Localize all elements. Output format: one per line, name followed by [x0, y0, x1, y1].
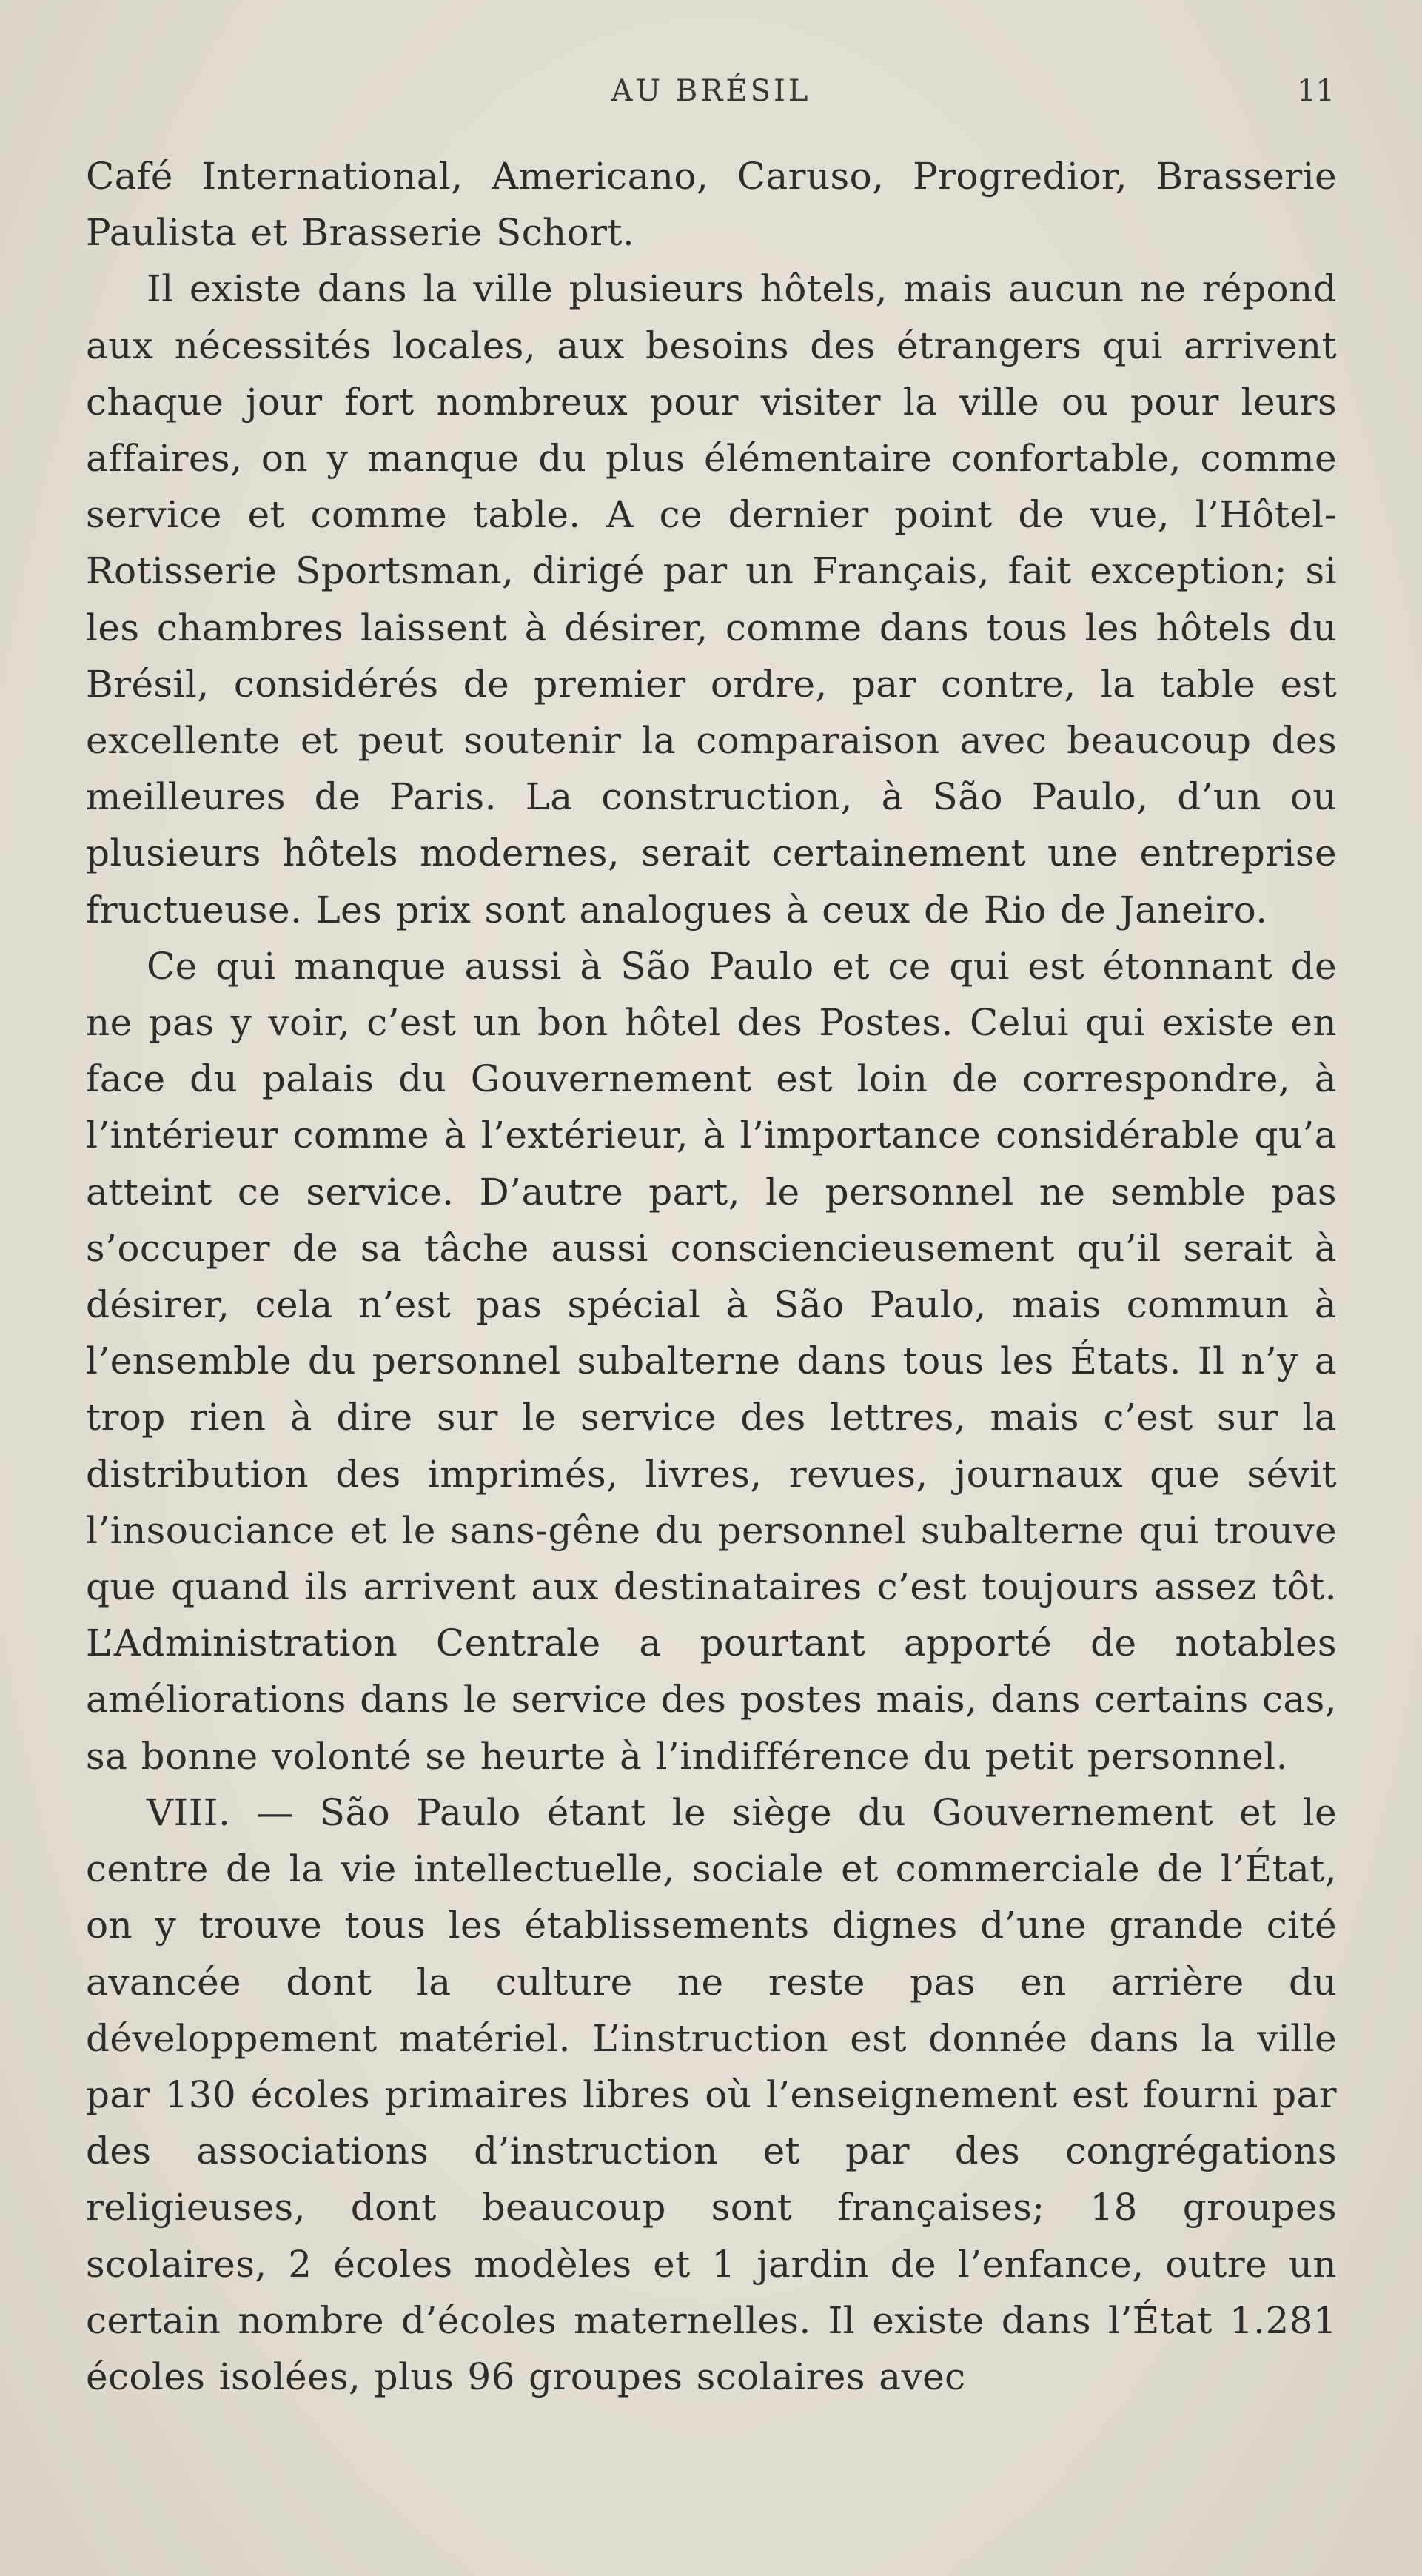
paragraph-post-office: Ce qui manque aussi à São Paulo et ce qui est étonnant de ne pas y voir, c’est un bon hôtel des Postes. Celui qui existe en face du palais du Gouvernement est loin de correspondre, à l’intérieur comme à l’extérieur, à l’importance considérable qu’a atteint ce service. D’autre part, le personnel ne semble pas s’occuper de sa tâche aussi consciencieusement qu’il serait à désirer, cela n’est pas spécial à São Paulo, mais commun à l’ensemble du personnel subalterne dans tous les États. Il n’y a trop rien à dire sur le service des lettres, mais c’est sur la distribution des imprimés, livres, revues, journaux que sévit l’insouciance et le sans-gêne du personnel subalterne qui trouve que quand ils arrivent aux destinataires c’est toujours assez tôt. L’Administration Centrale a pourtant apporté de notables améliorations dans le service des postes mais, dans certains cas, sa bonne volonté se heurte à l’indifférence du petit personnel. — [86, 944, 1337, 1778]
paragraph-section-viii: VIII. — São Paulo étant le siège du Gouvernement et le centre de la vie intellectuelle, sociale et commerciale de l’État, on y trouve tous les établissements dignes d’une grande cité avancée dont la culture ne reste pas en arrière du développement matériel. L’instruction est donnée dans la ville par 130 écoles primaires libres où l’enseignement est fourni par des associations d’instruction et par des congrégations religieuses, dont beaucoup sont françaises; 18 groupes scolaires, 2 écoles modèles et 1 jardin de l’enfance, outre un certain nombre d’écoles maternelles. Il existe dans l’État 1.281 écoles isolées, plus 96 groupes scolaires avec — [86, 1790, 1337, 2398]
paragraph-cafe-list: Café International, Americano, Caruso, Progredior, Brasserie Paulista et Brasserie Schort. — [86, 155, 1337, 255]
running-title: AU BRÉSIL — [611, 74, 811, 108]
body-text — [86, 148, 1337, 2405]
page-number: 11 — [1297, 74, 1335, 108]
page-header — [0, 74, 1422, 118]
paragraph-hotels: Il existe dans la ville plusieurs hôtels, mais aucun ne répond aux nécessités locales, aux besoins des étrangers qui arrivent chaque jour fort nombreux pour visiter la ville ou pour leurs affaires, on y manque du plus élémentaire confortable, comme service et comme table. A ce dernier point de vue, l’Hôtel-Rotisserie Sportsman, dirigé par un Français, fait exception; si les chambres laissent à désirer, comme dans tous les hôtels du Brésil, considérés de premier ordre, par contre, la table est excellente et peut soutenir la comparaison avec beaucoup des meilleures de Paris. La construction, à São Paulo, d’un ou plusieurs hôtels modernes, serait certainement une entreprise fructueuse. Les prix sont analogues à ceux de Rio de Janeiro. — [86, 267, 1337, 931]
